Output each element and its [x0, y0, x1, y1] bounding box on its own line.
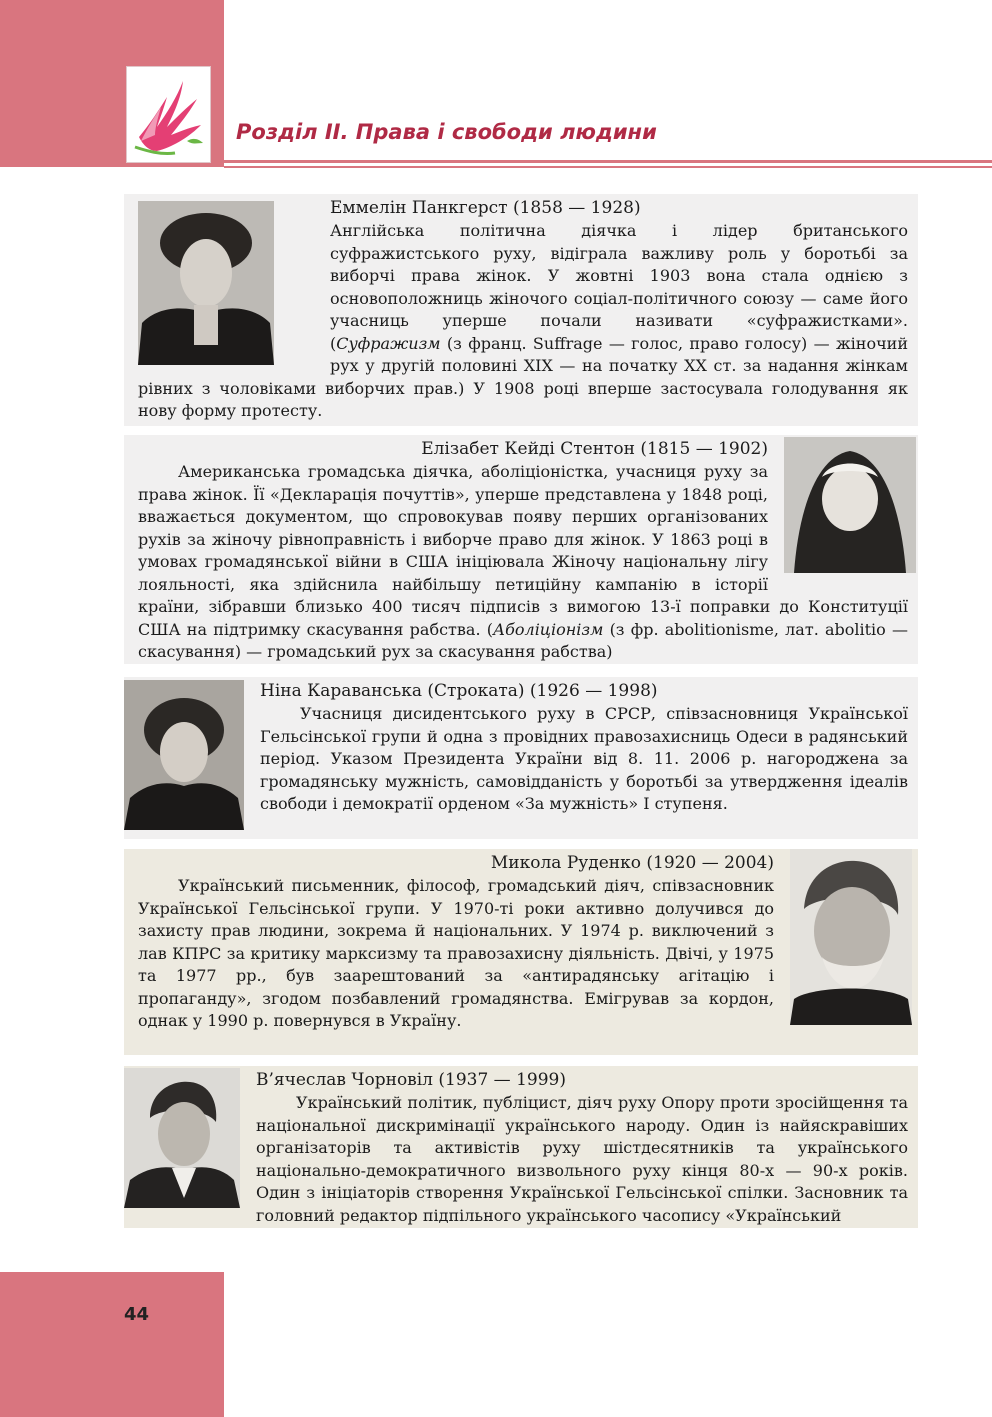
hands-logo-icon [126, 66, 211, 163]
header-rule [224, 160, 992, 163]
bio-text-rudenko: Український письменник, філософ, громадський діяч, співзасновник Української Гельсінської групи. У 1970-ті роки активно долучився до захисту прав людини, зокрема й національних. У 1974 р. виключений з лав КПРС за критику марксизму та правозахисну діяльність. Двічі, у 1975 та 1977 рр., був заарештований за «антирадянську агітацію і пропаганду», згодом позбавлений громадянства. Емігрував за кордон, однак у 1990 р. повернувся в Україну. [138, 876, 774, 1030]
photo-stanton [784, 437, 916, 573]
bio-name-pankhurst: Еммелін Панкгерст (1858 — 1928) [330, 198, 641, 218]
photo-pankhurst [138, 201, 274, 365]
bio-stanton [124, 435, 918, 664]
sidebar-bottom-band [0, 1272, 224, 1417]
bio-name-rudenko: Микола Руденко (1920 — 2004) [490, 853, 774, 873]
bio-name-karavanska: Ніна Караванська (Строката) (1926 — 1998) [260, 681, 658, 701]
term-suffragism: Суфражизм [336, 333, 441, 353]
photo-rudenko [790, 849, 912, 1025]
bio-text-stanton: Американська громадська діячка, аболіціоністка, учасниця руху за права жінок. Її «Декларація почуттів», уперше представлена у 1848 році, вважається документом, що спровокував появу перших організованих рухів за жіночу рівноправність і виборче право для жінок. У 1863 році в умовах громадянської війни в США ініціювала Жіночу національну лігу лояльності, яка здійснила найбільшу петиційну кампанію в історії країни, зібравши близько 400 тисяч підписів з вимогою 13-ї поправки до Конституції США на підтримку скасування рабства. (Аболіціонізм (з фр. abolitionisme, лат. abolitio — скасування) — громадський рух за скасування рабства) [138, 462, 908, 661]
term-abolitionism: Аболіціонізм [492, 619, 604, 639]
bio-pankhurst [124, 194, 918, 426]
photo-chornovil [124, 1068, 240, 1208]
bio-text-karavanska: Учасниця дисидентського руху в СРСР, співзасновниця Української Гельсінської групи й одна з провідних правозахисниць Одеси в радянський період. Указом Президента України від 8. 11. 2006 р. нагороджена за громадянську мужність, самовідданість у боротьбі за утвердження ідеалів свободи і демократії орденом «За мужність» І ступеня. [260, 704, 908, 813]
bio-karavanska [124, 677, 918, 839]
header-rule-thin [224, 166, 992, 168]
page-number: 44 [124, 1304, 150, 1325]
bio-text-pankhurst: Англійська політична діячка і лідер британського суфражистського руху, відіграла важливу роль у боротьбі за виборчі права жінок. У жовтні 1903 вона стала однією з основоположниць жіночого соціал-політичного союзу — саме його учасниць уперше почали називати «суфражистками». (Суфражизм (з франц. Suffrage — голос, право голосу) — жіночий рух у другій половині XIX — на початку XX ст. за надання жінкам рівних з чоловіками виборчих прав.) У 1908 році вперше застосувала голодування як нову форму протесту. [138, 221, 908, 420]
bio-name-stanton: Елізабет Кейді Стентон (1815 — 1902) [421, 439, 768, 459]
bio-name-chornovil: В’ячеслав Чорновіл (1937 — 1999) [256, 1070, 566, 1090]
bio-rudenko [124, 849, 918, 1055]
chapter-title: Розділ ІІ. Права і свободи людини [236, 120, 657, 144]
photo-karavanska [124, 680, 244, 830]
bio-chornovil [124, 1066, 918, 1228]
bio-text-chornovil: Український політик, публіцист, діяч руху Опору проти зросійщення та національної дискримінації українського народу. Один із найяскравіших організаторів та активістів руху шістдесятників та українського національно-демократичного визвольного руху кінця 80-х — 90-х років. Один з ініціаторів створення Української Гельсінської спілки. Засновник та головний редактор підпільного українського часопису «Український [256, 1093, 908, 1225]
